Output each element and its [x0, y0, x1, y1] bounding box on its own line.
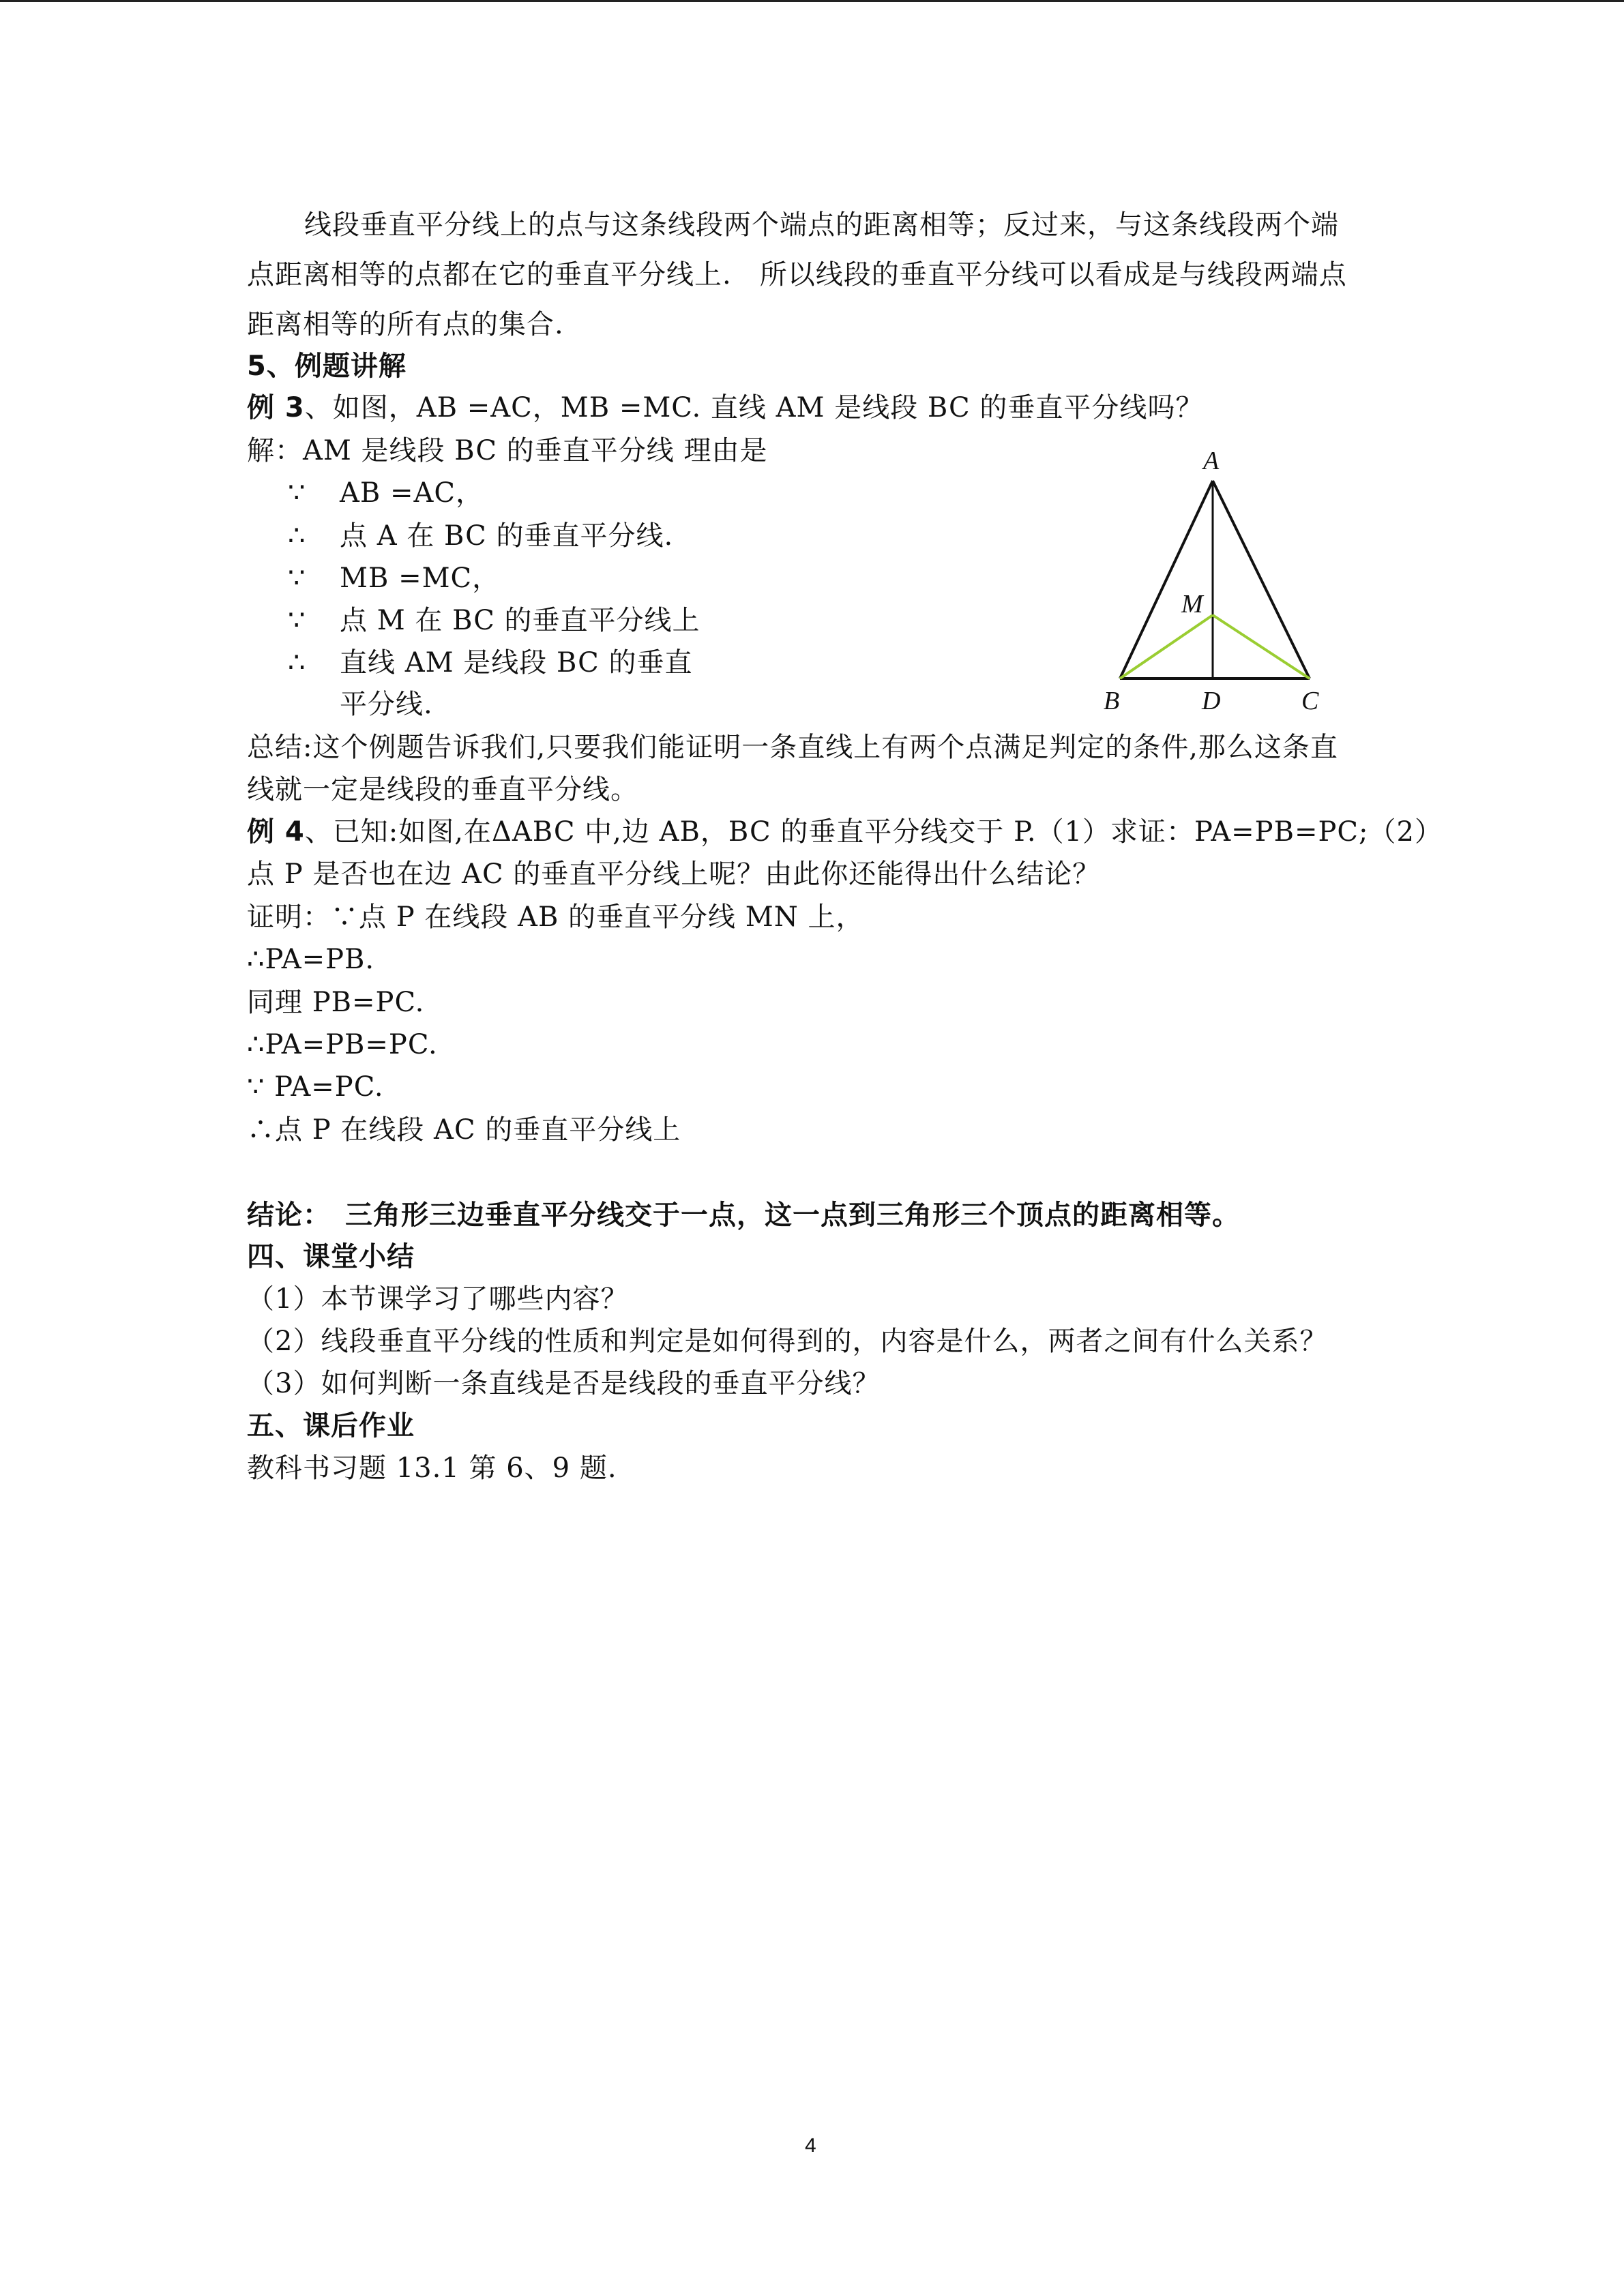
proof-symbol: ∵ [288, 605, 306, 636]
proof-step [288, 642, 692, 683]
proof-step [288, 600, 700, 641]
example3-question-text: 、如图，AB =AC，MB =MC. 直线 AM 是线段 BC 的垂直平分线吗？ [304, 392, 1204, 423]
summary-item: （3）如何判断一条直线是否是线段的垂直平分线？ [247, 1368, 881, 1399]
paragraph-line: 线段垂直平分线上的点与这条线段两个端点的距离相等；反过来，与这条线段两个端 [304, 209, 1339, 241]
example4-question-text: 、已知:如图,在ΔABC 中,边 AB，BC 的垂直平分线交于 P.（1）求证：PA=PB=PC;（2） [304, 816, 1443, 848]
summary-line: 总结:这个例题告诉我们,只要我们能证明一条直线上有两个点满足判定的条件,那么这条直 [247, 732, 1338, 763]
segment-AC [1213, 481, 1310, 679]
label-A: A [1203, 447, 1220, 475]
triangle-figure [1091, 443, 1357, 716]
proof-symbol: ∴ [288, 647, 306, 679]
proof-text: 点 M 在 BC 的垂直平分线上 [340, 605, 700, 636]
proof-text: AB =AC， [340, 477, 484, 509]
segment-AB [1120, 481, 1213, 679]
conclusion: 结论： 三角形三边垂直平分线交于一点，这一点到三角形三个顶点的距离相等。 [247, 1199, 1240, 1231]
homework-text: 教科书习题 13.1 第 6、9 题. [247, 1452, 617, 1484]
example4-label: 例 4 [247, 816, 305, 848]
proof-step [288, 684, 433, 725]
proof-text: 平分线. [340, 689, 433, 720]
label-M: M [1181, 590, 1203, 618]
summary-item: （2）线段垂直平分线的性质和判定是如何得到的，内容是什么，两者之间有什么关系？ [247, 1326, 1328, 1357]
summary-line: 线就一定是线段的垂直平分线。 [247, 774, 638, 805]
paragraph-line: 距离相等的所有点的集合. [247, 309, 564, 340]
proof-step [288, 558, 500, 599]
section-heading: 5、例题讲解 [247, 351, 407, 382]
proof-text: 直线 AM 是线段 BC 的垂直 [340, 647, 693, 679]
example3-answer-intro: 解：AM 是线段 BC 的垂直平分线 理由是 [247, 435, 768, 466]
page-number: 4 [805, 2134, 816, 2157]
proof-step [288, 473, 484, 513]
label-C: C [1301, 687, 1319, 715]
proof-symbol: ∵ [288, 563, 306, 594]
summary-item: （1）本节课学习了哪些内容？ [247, 1283, 629, 1315]
proof-symbol: ∵ [288, 477, 306, 509]
proof-text: 点 A 在 BC 的垂直平分线. [340, 520, 674, 552]
example3-label: 例 3 [247, 392, 305, 423]
label-D: D [1202, 687, 1221, 715]
proof-line: 证明：∵点 P 在线段 AB 的垂直平分线 MN 上， [247, 901, 864, 933]
proof-step [288, 516, 673, 556]
proof-line: 同理 PB=PC. [247, 987, 425, 1018]
example4-question [247, 811, 1443, 852]
proof-line: ∴PA=PB=PC. [247, 1029, 438, 1060]
proof-symbol: ∴ [288, 520, 306, 552]
label-B: B [1104, 687, 1120, 715]
paragraph-line: 点距离相等的点都在它的垂直平分线上. 所以线段的垂直平分线可以看成是与线段两端点 [247, 259, 1347, 290]
proof-line: ∴PA=PB. [247, 944, 375, 975]
section-heading: 四、课堂小结 [247, 1241, 415, 1272]
section-heading: 五、课后作业 [247, 1410, 415, 1442]
proof-line: ∴点 P 在线段 AC 的垂直平分线上 [247, 1114, 681, 1146]
example4-question-line: 点 P 是否也在边 AC 的垂直平分线上呢？由此你还能得出什么结论？ [247, 859, 1101, 890]
proof-text: MB =MC， [340, 563, 501, 594]
top-border [0, 0, 1624, 2]
proof-line: ∵ PA=PC. [247, 1071, 384, 1103]
example3-question [247, 387, 1203, 428]
